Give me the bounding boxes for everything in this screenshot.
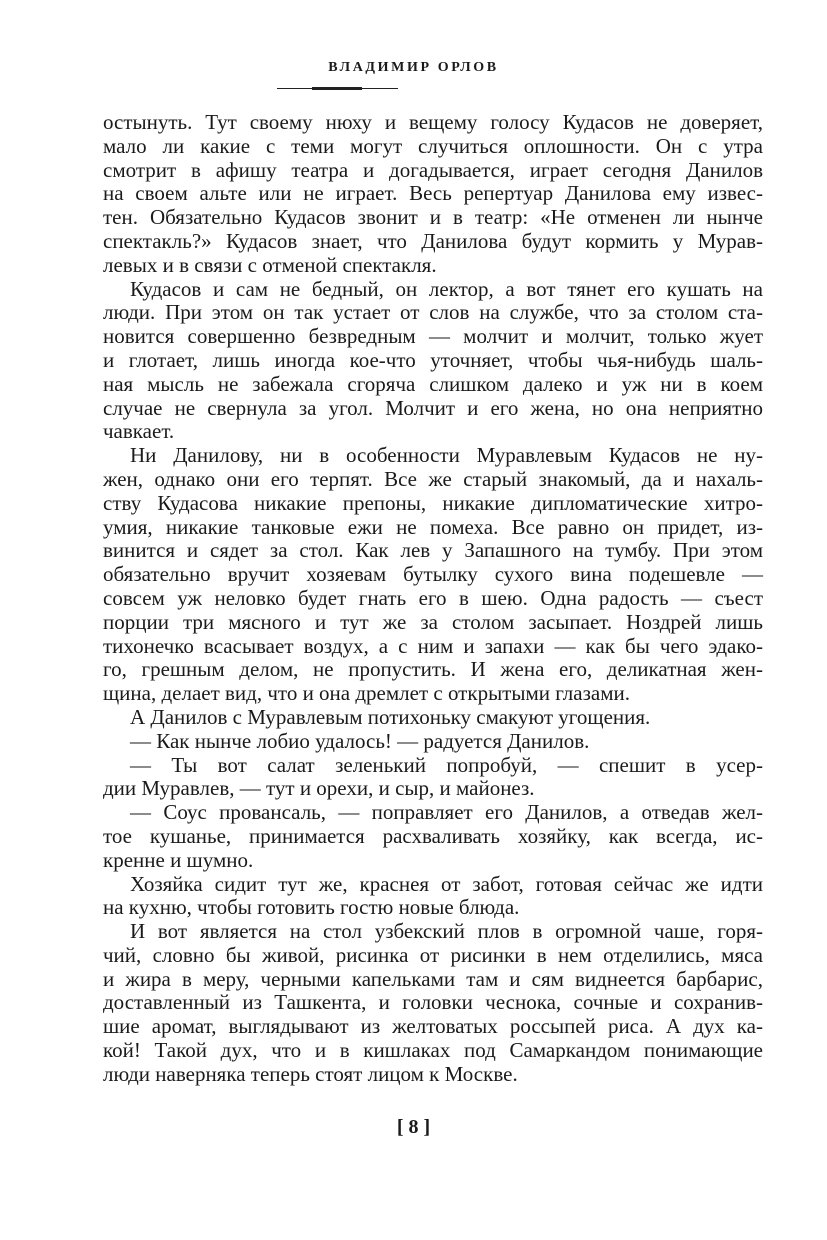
running-header: ВЛАДИМИР ОРЛОВ bbox=[328, 60, 499, 75]
paragraph bbox=[103, 801, 763, 872]
text-line: — Ты вот салат зеленький попробуй, — спешит в усер- bbox=[130, 752, 763, 777]
text-line: щина, делает вид, что и она дремлет с открытыми глазами. bbox=[103, 681, 630, 706]
page-number: [ 8 ] bbox=[396, 1116, 431, 1138]
text-line: чий, словно бы живой, рисинка от рисинки в нем отделились, мяса bbox=[103, 942, 763, 967]
text-line: мало ли какие с теми могут случиться оплошности. Он с утра bbox=[103, 133, 763, 158]
text-line: дии Муравлев, — тут и орехи, и сыр, и майонез. bbox=[103, 776, 535, 801]
text-line: остынуть. Тут своему нюху и вещему голосу Кудасов не доверяет, bbox=[103, 110, 763, 134]
text-line: на кухню, чтобы готовить гостю новые блюда. bbox=[103, 895, 520, 920]
text-line: совсем уж неловко будет гнать его в шею. Одна радость — съест bbox=[103, 585, 763, 610]
text-line: Хозяйка сидит тут же, краснея от забот, готовая сейчас же идти bbox=[130, 871, 763, 896]
text-line: винится и сядет за стол. Как лев у Запашного на тумбу. При этом bbox=[103, 538, 763, 563]
text-line: го, грешным делом, не пропустить. И жена его, деликатная жен- bbox=[103, 657, 763, 682]
text-line: смотрит в афишу театра и догадывается, играет сегодня Данилов bbox=[103, 157, 763, 182]
text-line: кренне и шумно. bbox=[103, 847, 254, 872]
text-line: спектакль?» Кудасов знает, что Данилова будут кормить у Мурав- bbox=[103, 228, 763, 253]
text-line: Кудасов и сам не бедный, он лектор, а вот тянет его кушать на bbox=[130, 276, 763, 301]
text-line: тен. Обязательно Кудасов звонит и в театр: «Не отменен ли нынче bbox=[103, 205, 763, 230]
paragraph bbox=[103, 873, 763, 921]
text-line: жен, однако они его терпят. Все же старый знакомый, да и нахаль- bbox=[103, 466, 763, 491]
text-line: и глотает, лишь иногда кое-что уточняет, чтобы чья-нибудь шаль- bbox=[103, 347, 763, 372]
text-line: — Соус провансаль, — поправляет его Данилов, а отведав жел- bbox=[130, 800, 763, 825]
header-rule bbox=[277, 88, 398, 89]
paragraph bbox=[103, 754, 763, 802]
text-line: — Как нынче лобио удалось! — радуется Данилов. bbox=[130, 728, 590, 753]
text-line: чавкает. bbox=[103, 419, 175, 444]
text-line: на своем альте или не играет. Весь репертуар Данилова ему извес- bbox=[103, 181, 763, 206]
text-line: кой! Такой дух, что и в кишлаках под Самаркандом понимающие bbox=[103, 1038, 763, 1063]
text-line: новится совершенно безвредным — молчит и молчит, только жует bbox=[103, 324, 763, 349]
text-line: А Данилов с Муравлевым потихоньку смакуют угощения. bbox=[130, 704, 651, 729]
paragraph bbox=[103, 278, 763, 445]
text-line: тое кушанье, принимается расхваливать хозяйку, как всегда, ис- bbox=[103, 823, 763, 848]
text-line: обязательно вручит хозяевам бутылку сухого вина подешевле — bbox=[103, 562, 763, 587]
text-line: доставленный из Ташкента, и головки чеснока, сочные и сохранив- bbox=[103, 990, 763, 1015]
page-body bbox=[103, 111, 763, 1087]
text-line: тихонечко всасывает воздух, а с ним и запахи — как бы чего эдако- bbox=[103, 633, 763, 658]
paragraph bbox=[103, 444, 763, 706]
text-line: порции три мясного и тут же за столом засыпает. Ноздрей лишь bbox=[103, 609, 763, 634]
paragraph bbox=[103, 111, 763, 278]
text-line: люди наверняка теперь стоят лицом к Москве. bbox=[103, 1061, 518, 1086]
paragraph bbox=[103, 730, 763, 754]
text-line: левых и в связи с отменой спектакля. bbox=[103, 252, 437, 277]
paragraph bbox=[103, 920, 763, 1087]
text-line: И вот является на стол узбекский плов в огромной чаше, горя- bbox=[130, 919, 763, 944]
text-line: и жира в меру, черными капельками там и сям виднеется барбарис, bbox=[103, 966, 763, 991]
text-line: люди. При этом он так устает от слов на службе, что за столом ста- bbox=[103, 300, 763, 325]
text-line: ная мысль не забежала сгоряча слишком далеко и уж ни в коем bbox=[103, 371, 763, 396]
text-line: умия, никакие танковые ежи не помеха. Все равно он придет, из- bbox=[103, 514, 763, 539]
text-line: ству Кудасова никакие препоны, никакие дипломатические хитро- bbox=[103, 490, 763, 515]
text-line: Ни Данилову, ни в особенности Муравлевым Кудасов не ну- bbox=[130, 443, 763, 468]
text-line: случае не свернула за угол. Молчит и его жена, но она неприятно bbox=[103, 395, 763, 420]
paragraph bbox=[103, 706, 763, 730]
text-line: шие аромат, выглядывают из желтоватых россыпей риса. А дух ка- bbox=[103, 1014, 763, 1039]
